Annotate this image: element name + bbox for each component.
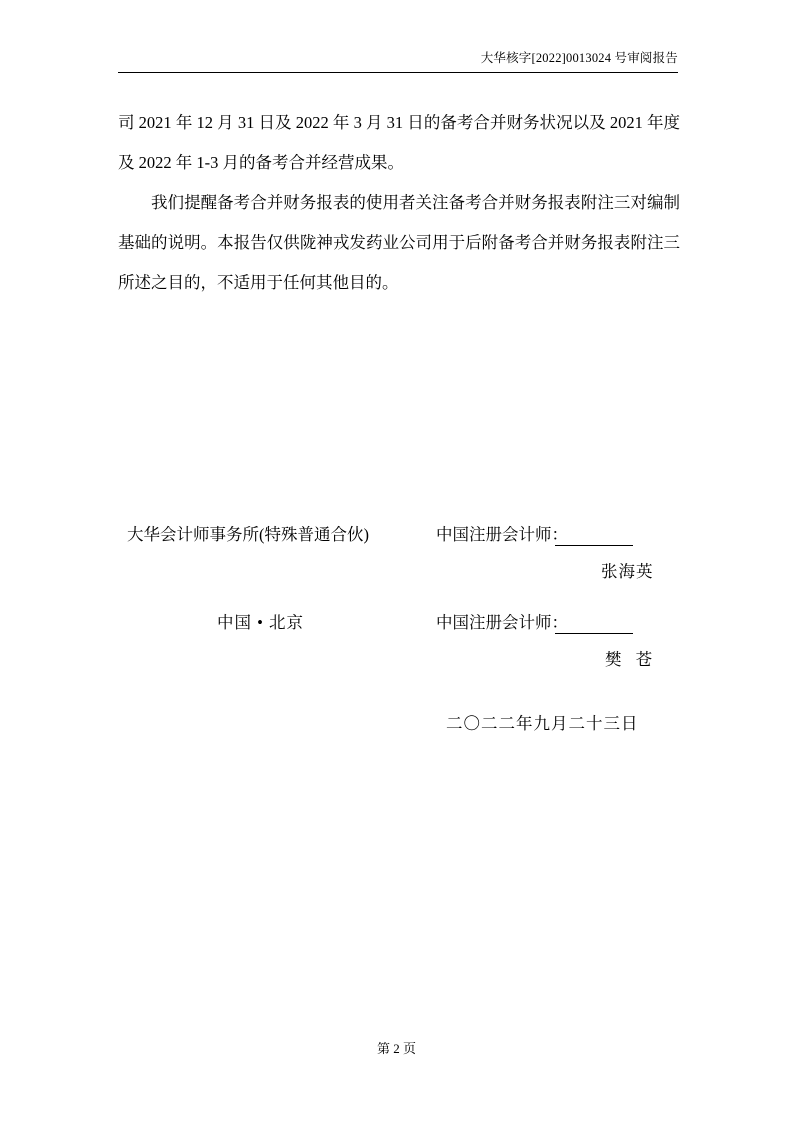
cpa-name-second: 樊 苍 (605, 650, 658, 669)
cpa-label-second: 中国注册会计师： (436, 613, 568, 632)
signature-block (118, 505, 680, 733)
report-date: 二〇二二年九月二十三日 (446, 714, 639, 733)
header-divider (118, 72, 678, 73)
paragraph-emphasis-of-matter: 我们提醒备考合并财务报表的使用者关注备考合并财务报表附注三对编制基础的说明。本报告仅供陇神戎发药业公司用于后附备考合并财务报表附注三所述之目的，不适用于任何其他目的。 (118, 193, 680, 292)
cpa-signature-line-first (555, 545, 633, 546)
page-number: 第 2 页 (376, 1041, 416, 1056)
page-header: 大华核字[2022]0013024 号审阅报告 (480, 51, 678, 65)
paragraph-continuation: 司 2021 年 12 月 31 日及 2022 年 3 月 31 日的备考合并财务状况以及 2021 年度及 2022 年 1-3 月的备考合并经营成果。 (118, 113, 680, 172)
signature-row (118, 505, 680, 733)
country-city: 中国 • 北京 (217, 613, 305, 632)
body-text (118, 103, 680, 303)
cpa-signature-line-second (555, 633, 633, 634)
cpa-name-first: 张海英 (601, 562, 654, 581)
cpa-label-first: 中国注册会计师： (436, 525, 568, 544)
firm-name: 大华会计师事务所(特殊普通合伙) (127, 525, 369, 544)
